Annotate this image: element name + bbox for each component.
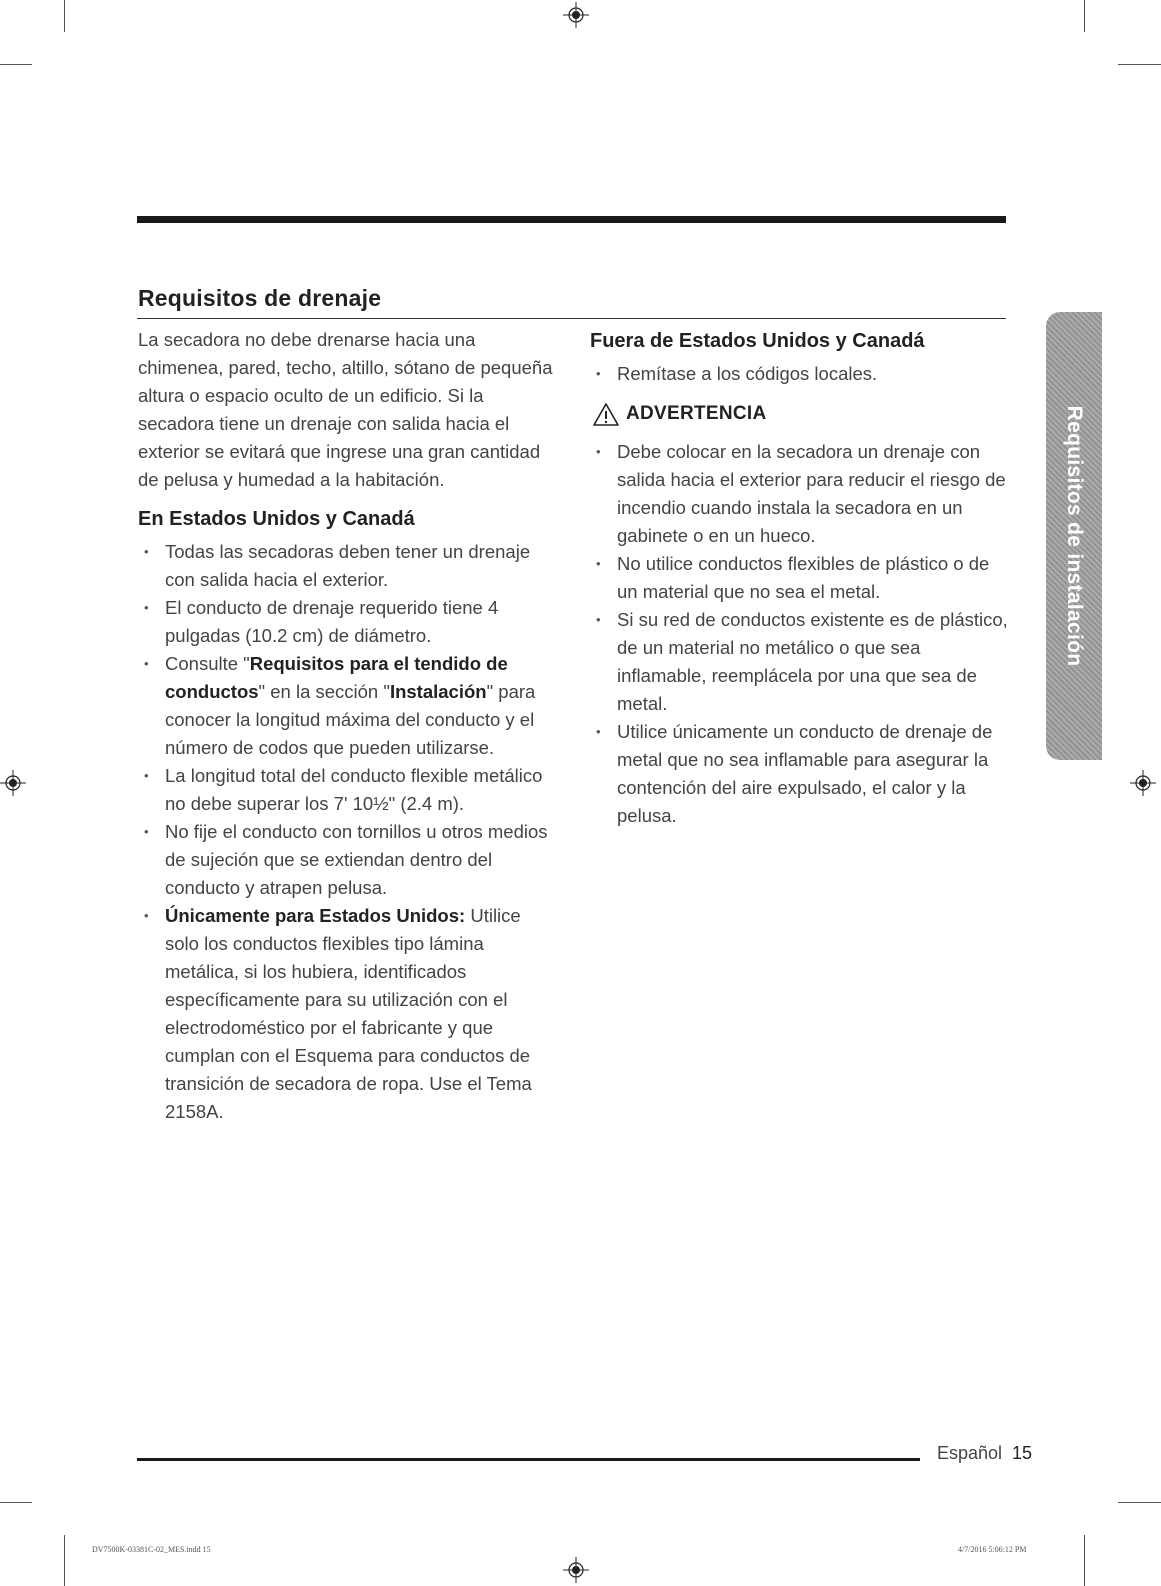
right-column xyxy=(590,326,1010,830)
us-canada-list xyxy=(138,538,558,1126)
crop-mark xyxy=(64,1535,65,1586)
list-item: • Si su red de conductos existente es de plástico, de un material no metálico o que sea inflamable, reemplácela por una que sea de metal. xyxy=(590,606,1010,718)
registration-mark-icon xyxy=(0,770,26,796)
list-item: • La longitud total del conducto flexible metálico no debe superar los 7' 10½" (2.4 m). xyxy=(138,762,558,818)
header-rule xyxy=(137,216,1006,223)
intro-paragraph: La secadora no debe drenarse hacia una chimenea, pared, techo, altillo, sótano de pequeña altura o espacio oculto de un edificio. Si la secadora tiene un drenaje con salida hacia el exterior se evitará que ingrese una gran cantidad de pelusa y humedad a la habitación. xyxy=(138,329,553,490)
list-item: • Únicamente para Estados Unidos: Utilice solo los conductos flexibles tipo lámina metálica, si los hubiera, identificados específicamente para su utilización con el electrodoméstico por el fabricante y que cumplan con el Esquema para conductos de transición de secadora de ropa. Use el Tema 2158A. xyxy=(138,902,558,1126)
registration-mark-icon xyxy=(563,1557,589,1583)
list-item: • El conducto de drenaje requerido tiene 4 pulgadas (10.2 cm) de diámetro. xyxy=(138,594,558,650)
crop-mark xyxy=(1084,0,1085,32)
us-only-label: Únicamente para Estados Unidos: xyxy=(165,905,466,926)
section-title: Requisitos de drenaje xyxy=(138,285,382,311)
registration-mark-icon xyxy=(1130,770,1156,796)
outside-heading: Fuera de Estados Unidos y Canadá xyxy=(590,330,925,352)
list-item: • Todas las secadoras deben tener un drenaje con salida hacia el exterior. xyxy=(138,538,558,594)
list-item: • Utilice únicamente un conducto de drenaje de metal que no sea inflamable para asegurar la contención del aire expulsado, el calor y la pelusa. xyxy=(590,718,1010,830)
list-item: • Consulte "Requisitos para el tendido de conductos" en la sección "Instalación" para conocer la longitud máxima del conducto y el número de codos que pueden utilizarse. xyxy=(138,650,558,762)
warning-header xyxy=(592,400,1010,428)
registration-mark-icon xyxy=(563,2,589,28)
crop-mark xyxy=(1118,64,1161,65)
crop-mark xyxy=(0,64,32,65)
title-underline xyxy=(137,318,1006,319)
warning-list xyxy=(590,438,1010,830)
warning-label: ADVERTENCIA xyxy=(626,403,767,424)
us-canada-heading: En Estados Unidos y Canadá xyxy=(138,508,415,530)
outside-list xyxy=(590,360,1010,388)
print-slug-file: DV7500K-03381C-02_MES.indd 15 xyxy=(92,1545,211,1554)
page-number: 15 xyxy=(1012,1443,1033,1463)
cross-reference-section: Instalación xyxy=(389,681,487,702)
crop-mark xyxy=(0,1502,32,1503)
crop-mark xyxy=(1118,1502,1161,1503)
list-item: • No fije el conducto con tornillos u otros medios de sujeción que se extiendan dentro del conducto y atrapen pelusa. xyxy=(138,818,558,902)
chapter-tab-label: Requisitos de instalación xyxy=(1063,405,1086,667)
cross-reference: Requisitos para el tendido de conductos xyxy=(165,653,508,702)
print-slug-date: 4/7/2016 5:06:12 PM xyxy=(958,1545,1027,1554)
warning-triangle-icon xyxy=(592,402,620,427)
left-column xyxy=(138,326,558,1126)
list-item: • Debe colocar en la secadora un drenaje con salida hacia el exterior para reducir el riesgo de incendio cuando instala la secadora en un gabinete o en un hueco. xyxy=(590,438,1010,550)
footer-language: Español xyxy=(937,1443,1003,1463)
crop-mark xyxy=(64,0,65,32)
crop-mark xyxy=(1084,1535,1085,1586)
list-item: • No utilice conductos flexibles de plástico o de un material que no sea el metal. xyxy=(590,550,1010,606)
footer-rule xyxy=(137,1458,920,1461)
list-item: • Remítase a los códigos locales. xyxy=(590,360,1010,388)
